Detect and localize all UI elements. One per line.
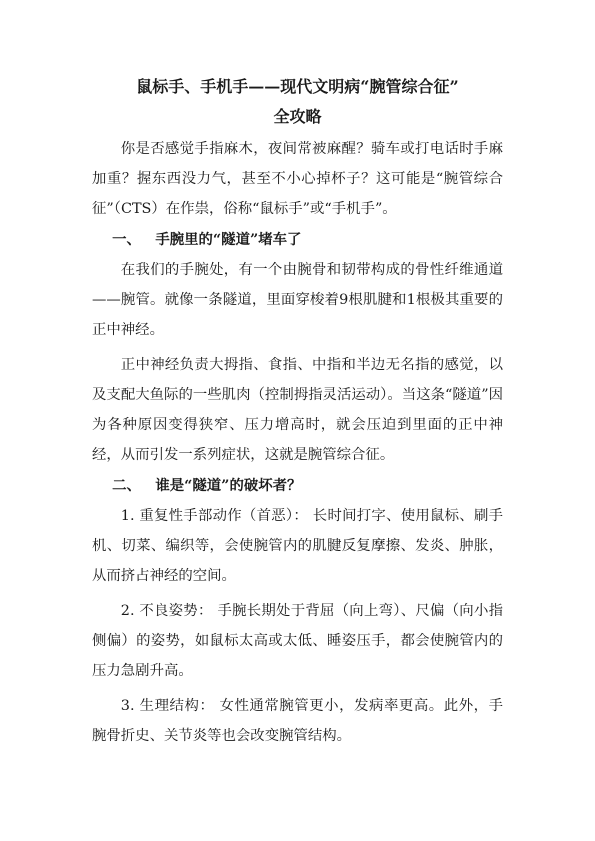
intro-paragraph: 你是否感觉手指麻木，夜间常被麻醒？骑车或打电话时手麻加重？握东西没力气，甚至不小心掉杯子？这可能是“腕管综合征”（CTS）在作祟，俗称“鼠标手”或“手机手”。	[92, 141, 503, 217]
section2-heading	[92, 470, 503, 501]
document-title-line1: 鼠标手、手机手——现代文明病“腕管综合征”	[136, 77, 459, 96]
document-title-line2: 全攻略	[273, 107, 322, 126]
section2-heading-text: 谁是“隧道”的破坏者？	[155, 477, 302, 494]
section1-paragraph-2: 正中神经负责大拇指、食指、中指和半边无名指的感觉，以及支配大鱼际的一些肌肉（控制拇指灵活运动）。当这条“隧道”因为各种原因变得狭窄、压力增高时，就会压迫到里面的正中神经，从而引发一系列症状，这就是腕管综合征。	[92, 357, 503, 463]
section1-heading-text: 手腕里的“隧道”堵车了	[155, 231, 302, 248]
section1-number: 一、	[112, 231, 141, 248]
list-item: 1. 重复性手部动作（首恶）： 长时间打字、使用鼠标、刷手机、切菜、编织等，会使腕管内的肌腱反复摩擦、发炎、肿胀，从而挤占神经的空间。	[92, 508, 503, 584]
section1-heading	[92, 224, 503, 255]
section2-number: 二、	[112, 477, 141, 494]
list-item: 3. 生理结构： 女性通常腕管更小，发病率更高。此外，手腕骨折史、关节炎等也会改变腕管结构。	[92, 698, 503, 744]
section1-paragraph-1: 在我们的手腕处，有一个由腕骨和韧带构成的骨性纤维通道——腕管。就像一条隧道，里面穿梭着9根肌腱和1根极其重要的正中神经。	[92, 262, 503, 338]
list-item: 2. 不良姿势： 手腕长期处于背屈（向上弯）、尺偏（向小指侧偏）的姿势，如鼠标太高或太低、睡姿压手，都会使腕管内的压力急剧升高。	[92, 603, 503, 679]
